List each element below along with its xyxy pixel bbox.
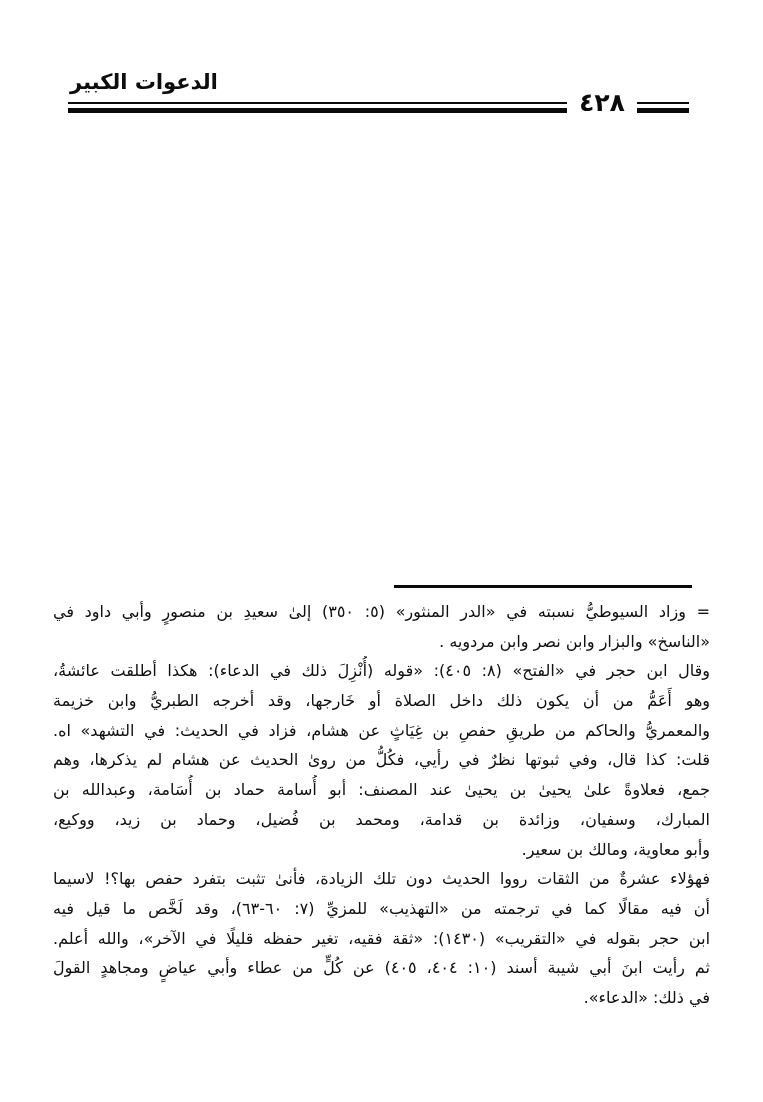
- footnote-line: في ذلك: «الدعاء».: [583, 987, 710, 1007]
- footnote-separator: [394, 585, 692, 588]
- page-number: ٤٢٨: [579, 88, 625, 117]
- footnote-line: وقال ابن حجر في «الفتح» (٨: ٤٠٥): «قوله (أُنْزِلَ ذلك في الدعاء): هكذا أطلقت عائشةُ،: [53, 661, 710, 681]
- footnote-line: أن فيه مقالًا كما في ترجمته من «التهذيب» للمزيِّ (٧: ٦٠-٦٣)، وقد لَخَّص ما قيل فيه: [53, 898, 710, 918]
- footnote-line: قلت: كذا قال، وفي ثبوتها نظرٌ في رأيي، فكُلُّ من روىٰ الحديث عن هشام لم يذكرها، وهم: [53, 750, 710, 770]
- footnote-line: جمع، فعلاوةً علىٰ يحيىٰ بن يحيىٰ عند المصنف: أبو أُسامة حماد بن أُسَامة، وعبدالله بن: [53, 780, 710, 800]
- footnote-line: ثم رأيت ابنَ أبي شيبة أسند (١٠: ٤٠٤، ٤٠٥) عن كُلٍّ من عطاء وأبي عياضٍ ومجاهدٍ القولَ: [53, 958, 710, 978]
- footnote-block: [53, 597, 710, 1013]
- header-rule-right: [637, 102, 689, 113]
- header-rule-left: [68, 102, 567, 113]
- book-title: الدعوات الكبير: [70, 70, 218, 94]
- footnote-line: فهؤلاء عشرةٌ من الثقات رووا الحديث دون تلك الزيادة، فأنىٰ تثبت بتفرد حفص بها؟! لاسيما: [53, 869, 710, 889]
- footnote-line: وأبو معاوية، ومالك بن سعير.: [521, 839, 710, 859]
- footnote-line: وهو أَعَمُّ من أن يكون ذلك داخل الصلاة أو خَارجها، وقد أخرجه الطبريُّ وابن خزيمة: [53, 691, 710, 711]
- footnote-line: والمعمريُّ والحاكم من طريقِ حفصِ بن غِيَاثٍ عن هشام، فزاد في الحديث: في التشهد» اه.: [53, 720, 710, 740]
- footnote-line: ابن حجر بقوله في «التقريب» (١٤٣٠): «ثقة فقيه، تغير حفظه قليلًا في الآخر»، والله أعلم.: [53, 928, 710, 948]
- footnote-line: المبارك، وسفيان، وزائدة بن قدامة، ومحمد بن فُضيل، وحماد بن زيد، ووكيع،: [53, 809, 710, 829]
- footnote-line: = وزاد السيوطيُّ نسبته في «الدر المنثور» (٥: ٣٥٠) إلىٰ سعيدِ بن منصورٍ وأبي داود في: [53, 602, 710, 621]
- footnote-line: «الناسخ» والبزار وابن نصر وابن مردويه .: [439, 631, 710, 651]
